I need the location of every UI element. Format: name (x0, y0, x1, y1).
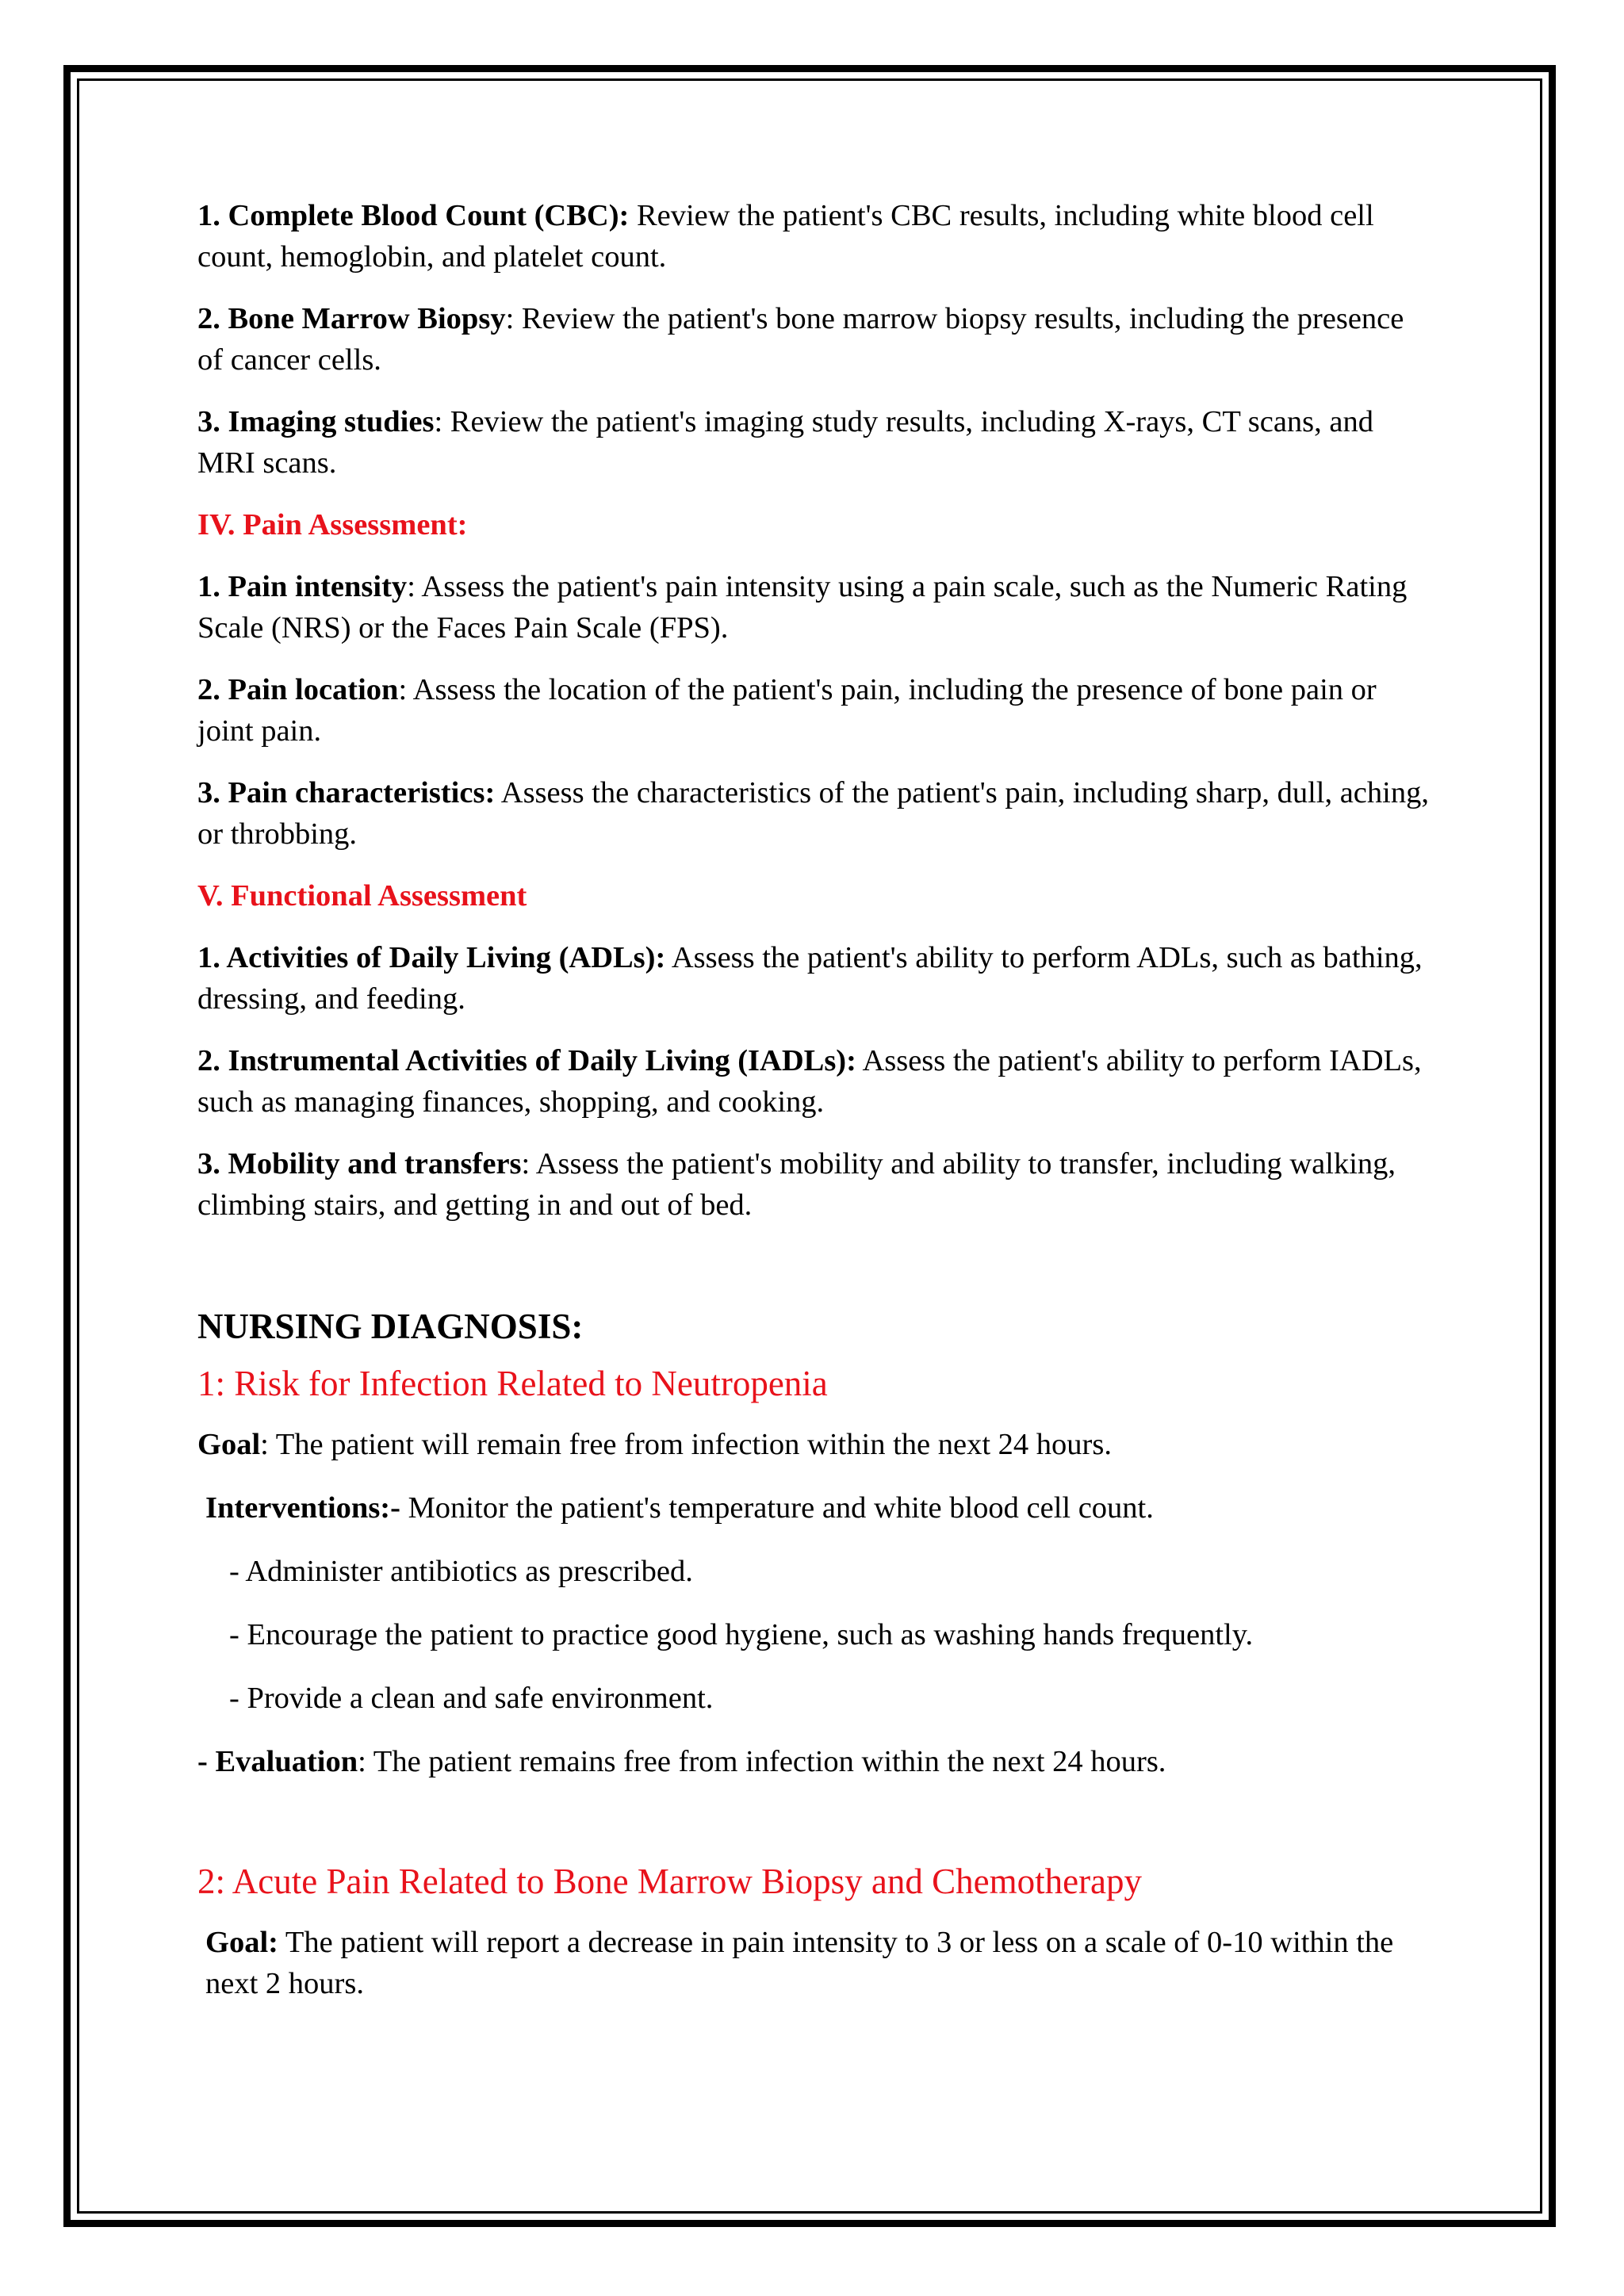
diagnosis-1-title: 1: Risk for Infection Related to Neutropenia (197, 1364, 828, 1403)
functional-iadls-label: 2. Instrumental Activities of Daily Living (IADLs): (197, 1044, 856, 1077)
lab-bone-marrow-label: 2. Bone Marrow Biopsy (197, 302, 506, 335)
functional-mobility-label: 3. Mobility and transfers (197, 1147, 522, 1181)
diagnosis-1-interventions-label: Interventions:- (205, 1491, 400, 1525)
functional-adls (197, 937, 1434, 1020)
pain-assessment-heading: IV. Pain Assessment: (197, 508, 468, 541)
lab-imaging-label: 3. Imaging studies (197, 405, 435, 438)
lab-cbc-text: Review the patient's CBC results, including white blood cell count, hemoglobin, and platelet count. (197, 199, 1374, 274)
document-body (197, 195, 1434, 2004)
lab-imaging-text: : Review the patient's imaging study results, including X-rays, CT scans, and MRI scans. (197, 405, 1374, 480)
pain-characteristics-label: 3. Pain characteristics: (197, 776, 496, 809)
pain-intensity-label: 1. Pain intensity (197, 570, 408, 603)
pain-location (197, 669, 1434, 752)
functional-iadls-text: Assess the patient's ability to perform IADLs, such as managing finances, shopping, and cooking. (197, 1044, 1422, 1119)
pain-intensity-text: : Assess the patient's pain intensity using a pain scale, such as the Numeric Rating Scale (NRS) or the Faces Pain Scale (FPS). (197, 570, 1408, 645)
diagnosis-1-intervention-item: - Encourage the patient to practice good hygiene, such as washing hands frequently. (229, 1618, 1254, 1651)
pain-location-label: 2. Pain location (197, 673, 399, 706)
lab-imaging (197, 401, 1434, 484)
diagnosis-2-title: 2: Acute Pain Related to Bone Marrow Biopsy and Chemotherapy (197, 1862, 1143, 1901)
functional-assessment-heading: V. Functional Assessment (197, 879, 527, 913)
diagnosis-1-evaluation (197, 1741, 1434, 1782)
diagnosis-1-interventions (197, 1487, 1434, 1529)
pain-characteristics-text: Assess the characteristics of the patient's pain, including sharp, dull, aching, or throbbing. (197, 776, 1429, 851)
pain-characteristics (197, 772, 1434, 855)
functional-adls-label: 1. Activities of Daily Living (ADLs): (197, 941, 666, 974)
diagnosis-2-goal-text: The patient will report a decrease in pain intensity to 3 or less on a scale of 0-10 within the next 2 hours. (205, 1926, 1394, 2000)
diagnosis-1-evaluation-label: - Evaluation (197, 1745, 358, 1778)
pain-intensity (197, 566, 1434, 649)
diagnosis-1-intervention-item: - Administer antibiotics as prescribed. (229, 1555, 693, 1588)
lab-bone-marrow-text: : Review the patient's bone marrow biopsy results, including the presence of cancer cells. (197, 302, 1404, 377)
lab-cbc-label: 1. Complete Blood Count (CBC): (197, 199, 630, 232)
lab-cbc (197, 195, 1434, 277)
pain-location-text: : Assess the location of the patient's pain, including the presence of bone pain or joint pain. (197, 673, 1377, 748)
functional-mobility (197, 1143, 1434, 1226)
diagnosis-1-goal-text: : The patient will remain free from infection within the next 24 hours. (260, 1428, 1112, 1461)
diagnosis-2-goal (197, 1922, 1434, 2004)
diagnosis-1-interventions-first: Monitor the patient's temperature and white blood cell count. (400, 1491, 1154, 1525)
nursing-diagnosis-heading: NURSING DIAGNOSIS: (197, 1307, 584, 1346)
diagnosis-1-evaluation-text: : The patient remains free from infection within the next 24 hours. (358, 1745, 1166, 1778)
lab-bone-marrow (197, 298, 1434, 381)
functional-mobility-text: : Assess the patient's mobility and ability to transfer, including walking, climbing stairs, and getting in and out of bed. (197, 1147, 1396, 1222)
diagnosis-1-intervention-item: - Provide a clean and safe environment. (229, 1682, 714, 1715)
diagnosis-1-goal (197, 1424, 1434, 1465)
diagnosis-2-goal-label: Goal: (205, 1926, 278, 1959)
functional-adls-text: Assess the patient's ability to perform ADLs, such as bathing, dressing, and feeding. (197, 941, 1423, 1016)
diagnosis-1-goal-label: Goal (197, 1428, 261, 1461)
functional-iadls (197, 1040, 1434, 1123)
